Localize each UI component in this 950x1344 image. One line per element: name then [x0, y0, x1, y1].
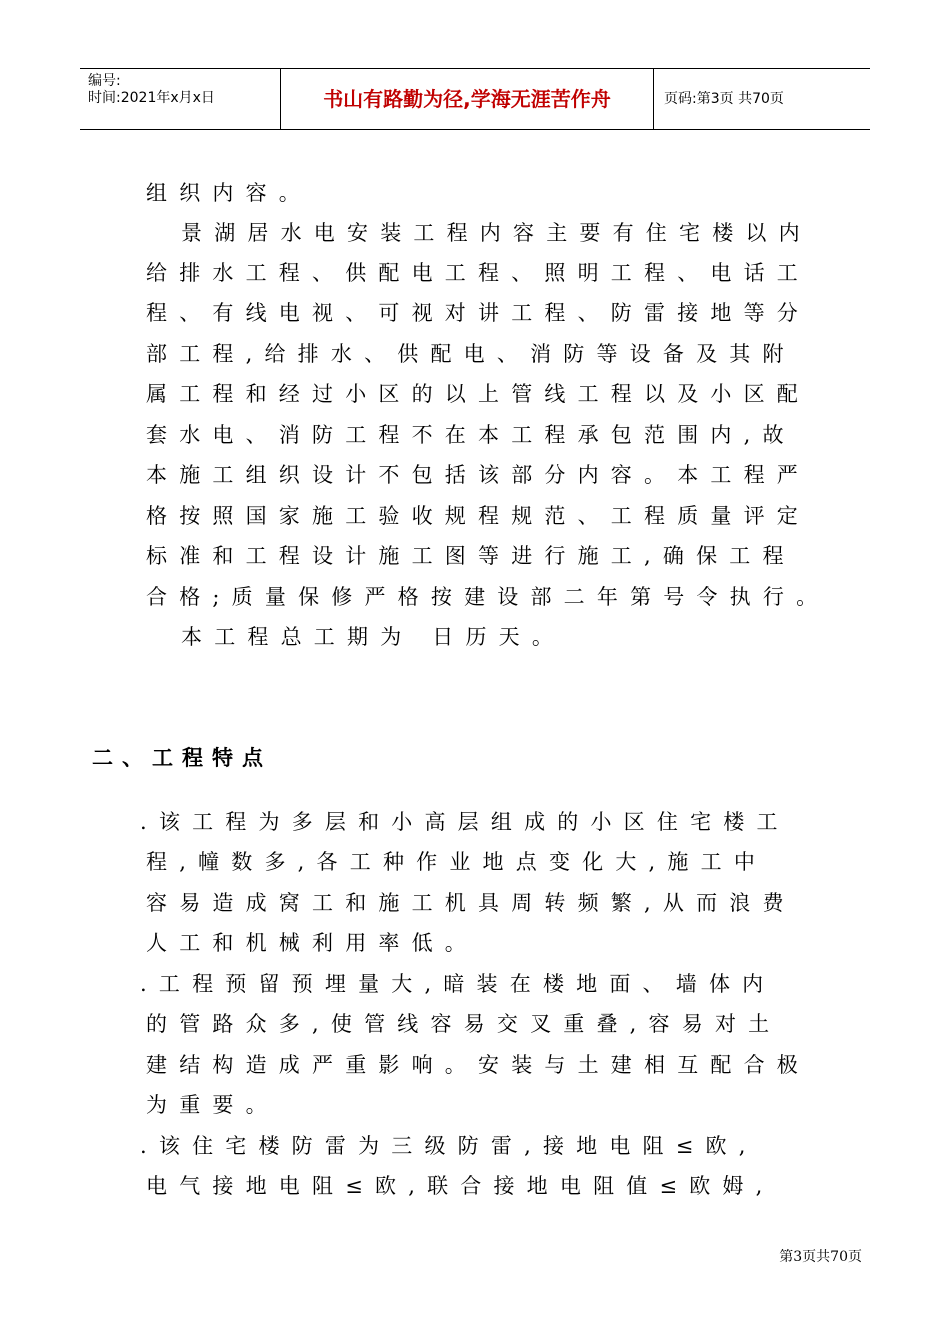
body-line: 电气接地电阻≤欧,联合接地电阻值≤欧姆,	[146, 1174, 775, 1198]
document-time-label: 时间:2021年x月x日	[88, 90, 215, 106]
body-line: 景湖居水电安装工程内容主要有住宅楼以内	[181, 221, 812, 245]
body-line: 建结构造成严重影响。安装与土建相互配合极	[146, 1053, 810, 1077]
body-line: 套水电、消防工程不在本工程承包范围内,故	[146, 423, 796, 447]
body-line: 人工和机械利用率低。	[146, 931, 478, 955]
header-motto: 书山有路勤为径,学海无涯苦作舟	[323, 87, 611, 111]
body-line: 本工程总工期为 日历天。	[181, 625, 566, 649]
body-line: 合格;质量保修严格按建设部二年第号令执行。	[146, 585, 830, 609]
body-line: 为重要。	[146, 1093, 279, 1117]
body-line: 程,幢数多,各工种作业地点变化大,施工中	[146, 850, 768, 874]
body-line: 容易造成窝工和施工机具周转频繁,从而浪费	[146, 891, 796, 915]
document-code-label: 编号:	[88, 73, 121, 89]
body-line: 部工程,给排水、供配电、消防等设备及其附	[146, 342, 796, 366]
body-line: .该工程为多层和小高层组成的小区住宅楼工	[140, 810, 790, 834]
body-line: 标准和工程设计施工图等进行施工,确保工程	[146, 544, 796, 568]
body-line: 给排水工程、供配电工程、照明工程、电话工	[146, 261, 810, 285]
body-line: 程、有线电视、可视对讲工程、防雷接地等分	[146, 301, 810, 325]
section-heading: 二、工程特点	[92, 746, 272, 770]
body-line: .该住宅楼防雷为三级防雷,接地电阻≤欧,	[140, 1134, 758, 1158]
body-line: 的管路众多,使管线容易交叉重叠,容易对土	[146, 1012, 782, 1036]
body-line: .工程预留预埋量大,暗装在楼地面、墙体内	[140, 972, 776, 996]
body-line: 属工程和经过小区的以上管线工程以及小区配	[146, 382, 810, 406]
header-page-code: 页码:第3页 共70页	[664, 91, 784, 107]
body-line: 格按照国家施工验收规程规范、工程质量评定	[146, 504, 810, 528]
body-line: 本施工组织设计不包括该部分内容。本工程严	[146, 463, 810, 487]
body-line: 组织内容。	[146, 181, 312, 205]
page-footer: 第3页共70页	[779, 1249, 862, 1265]
